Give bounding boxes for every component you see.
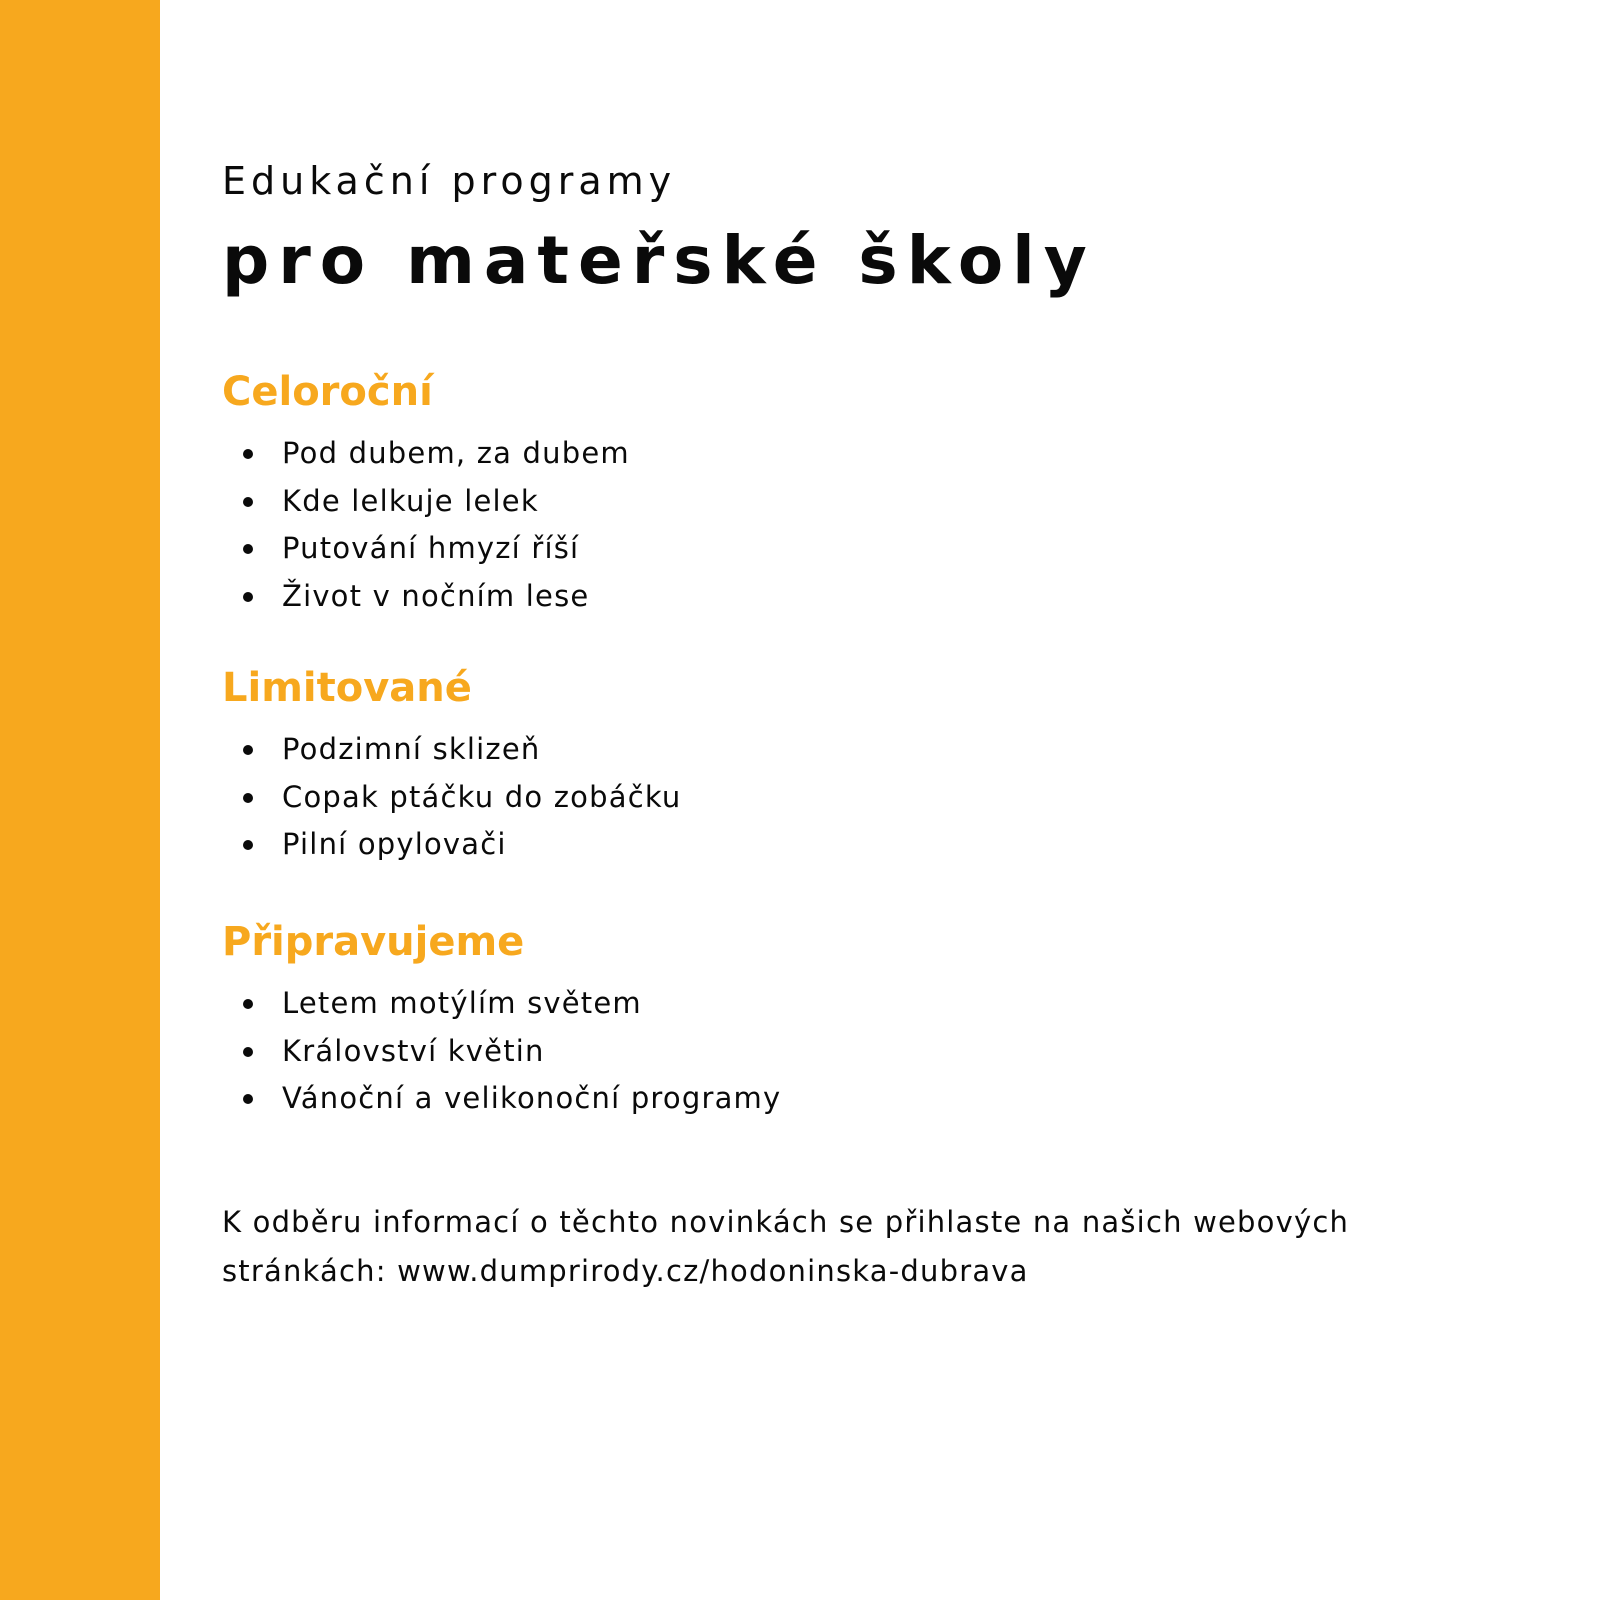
bullet-icon	[243, 449, 253, 459]
bullet-icon	[243, 497, 253, 507]
section-limitovane	[222, 665, 1522, 869]
list-item	[222, 430, 1522, 478]
program-name: Život v nočním lese	[282, 578, 590, 613]
section-heading: Připravujeme	[222, 919, 525, 965]
program-name: Vánoční a velikonoční programy	[282, 1081, 782, 1115]
bullet-icon	[243, 793, 253, 803]
bullet-icon	[243, 592, 253, 602]
section-celorocni	[222, 369, 1522, 620]
section-heading: Celoroční	[222, 369, 433, 415]
list-item	[222, 478, 1522, 526]
program-list	[222, 980, 1522, 1123]
program-list	[222, 726, 1522, 869]
program-name: Pod dubem, za dubem	[282, 436, 630, 470]
bullet-icon	[243, 840, 253, 850]
list-item	[222, 573, 1522, 621]
program-name: Pilní opylovači	[282, 827, 507, 861]
subscription-note: K odběru informací o těchto novinkách se přihlaste na našich webových stránkách: www.dumprirody.cz/hodoninska-dubrava	[222, 1205, 1350, 1288]
list-item	[222, 980, 1522, 1028]
page-content	[222, 0, 1552, 1600]
list-item	[222, 1075, 1522, 1123]
program-name: Kde lelkuje lelek	[282, 483, 539, 518]
program-list	[222, 430, 1522, 620]
bullet-icon	[243, 745, 253, 755]
page-title: pro mateřské školy	[222, 222, 1096, 299]
list-item	[222, 525, 1522, 573]
program-name: Podzimní sklizeň	[282, 732, 541, 766]
page-subtitle: Edukační programy	[222, 159, 677, 203]
accent-sidebar	[0, 0, 160, 1600]
bullet-icon	[243, 1094, 253, 1104]
list-item	[222, 774, 1522, 822]
program-name: Království květin	[282, 1033, 545, 1068]
bullet-icon	[243, 999, 253, 1009]
program-name: Copak ptáčku do zobáčku	[282, 779, 682, 814]
list-item	[222, 1028, 1522, 1076]
list-item	[222, 726, 1522, 774]
section-heading: Limitované	[222, 665, 472, 711]
bullet-icon	[243, 544, 253, 554]
program-name: Putování hmyzí říší	[282, 531, 580, 565]
program-name: Letem motýlím světem	[282, 986, 642, 1020]
list-item	[222, 821, 1522, 869]
section-pripravujeme	[222, 919, 1522, 1123]
bullet-icon	[243, 1047, 253, 1057]
